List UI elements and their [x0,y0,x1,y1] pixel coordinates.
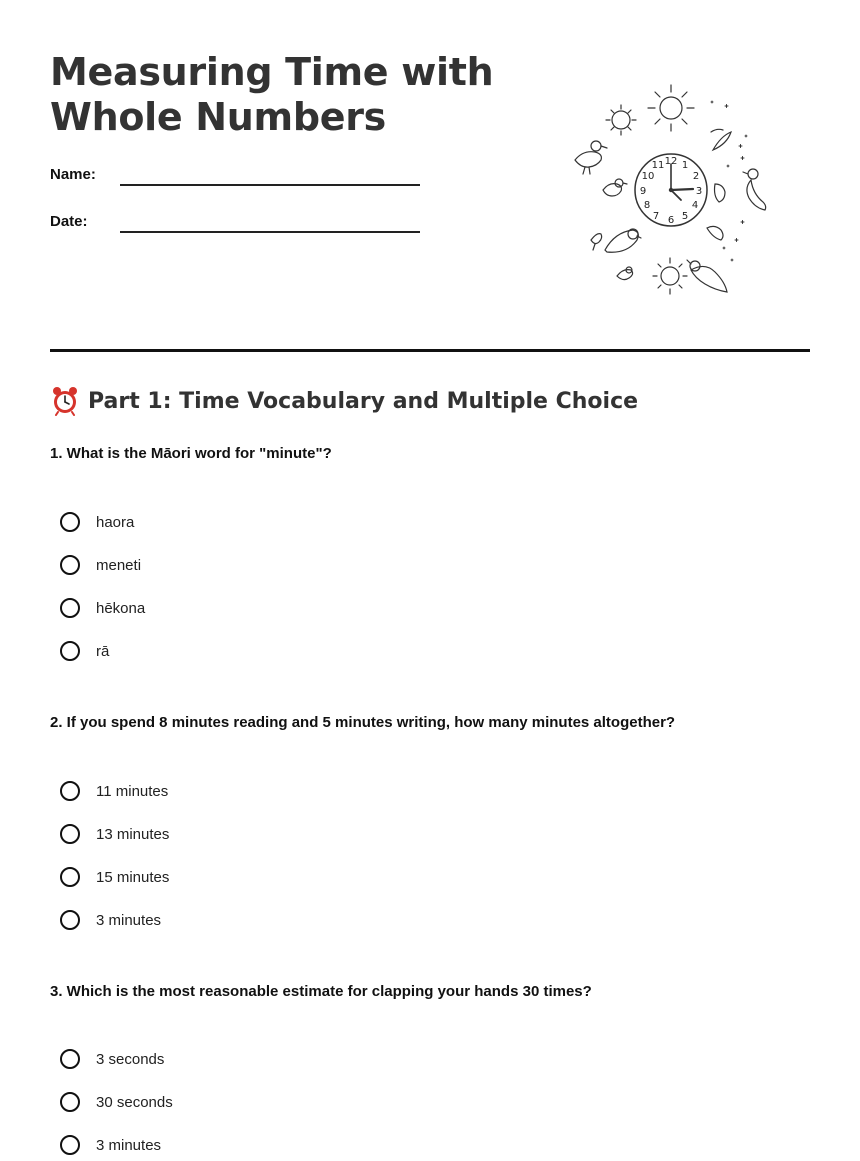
date-line[interactable] [120,231,420,233]
title-line-1: Measuring Time with [50,50,494,94]
clock-number: 7 [652,211,660,222]
q2-option-2[interactable] [60,821,169,847]
clock-number: 11 [651,160,665,171]
radio-button[interactable] [60,1135,80,1155]
radio-button[interactable] [60,598,80,618]
question-3: 3. Which is the most reasonable estimate for clapping your hands 30 times? [50,983,592,1000]
clock-number: 5 [681,211,689,222]
option-label: hēkona [96,599,146,617]
radio-button[interactable] [60,910,80,930]
radio-button[interactable] [60,1092,80,1112]
q1-option-4[interactable] [60,638,109,664]
option-label: 3 seconds [96,1050,165,1068]
q3-option-1[interactable] [60,1046,164,1072]
clock-number: 1 [681,160,689,171]
q1-option-1[interactable] [60,509,134,535]
q2-option-1[interactable] [60,778,168,804]
radio-button[interactable] [60,867,80,887]
option-label: 30 seconds [96,1093,173,1111]
name-line[interactable] [120,184,420,186]
option-label: 3 minutes [96,1136,162,1154]
radio-button[interactable] [60,824,80,844]
radio-button[interactable] [60,555,80,575]
bird-icon [617,267,633,280]
question-1: 1. What is the Māori word for "minute"? [50,445,332,462]
q3-option-3[interactable] [60,1132,161,1158]
sun-icon [653,258,687,294]
clock-number: 12 [664,156,678,167]
option-label: rā [96,642,110,660]
feather-icon [711,129,731,150]
q3-option-2[interactable] [60,1089,173,1115]
option-label: meneti [96,556,142,574]
radio-button[interactable] [60,641,80,661]
bird-icon [603,179,627,196]
q2-option-3[interactable] [60,864,169,890]
clock-illustration [565,80,780,300]
radio-button[interactable] [60,512,80,532]
option-label: 13 minutes [96,825,170,843]
clock-number: 8 [643,200,651,211]
worksheet-title [50,50,493,140]
option-label: haora [96,513,135,531]
q1-option-2[interactable] [60,552,141,578]
bird-icon [591,234,602,250]
section-title: Part 1: Time Vocabulary and Multiple Choice [88,388,639,414]
alarm-clock-icon [50,386,80,416]
sparkle-icon [711,101,747,261]
date-label: Date: [50,213,88,230]
name-label: Name: [50,166,96,183]
sun-icon [648,85,694,131]
section-heading [50,386,638,416]
radio-button[interactable] [60,1049,80,1069]
clock-number: 3 [695,186,703,197]
title-line-2: Whole Numbers [50,95,386,139]
option-label: 11 minutes [96,782,169,800]
sun-icon [606,105,636,135]
radio-button[interactable] [60,781,80,801]
option-label: 3 minutes [96,911,162,929]
clock-number: 6 [667,215,675,226]
bird-icon [715,184,726,202]
bird-icon [605,229,641,252]
q1-option-3[interactable] [60,595,145,621]
q2-option-4[interactable] [60,907,161,933]
question-2: 2. If you spend 8 minutes reading and 5 minutes writing, how many minutes altogether? [50,714,676,731]
bird-icon [575,141,607,174]
date-field[interactable] [50,213,430,243]
bird-icon [743,169,766,210]
clock-number: 2 [692,171,700,182]
section-divider [50,349,810,352]
bird-icon [707,226,723,240]
option-label: 15 minutes [96,868,170,886]
clock-number: 10 [641,171,655,182]
clock-number: 4 [691,200,699,211]
name-field[interactable] [50,166,430,196]
clock-number: 9 [639,186,647,197]
bird-icon [687,260,727,292]
